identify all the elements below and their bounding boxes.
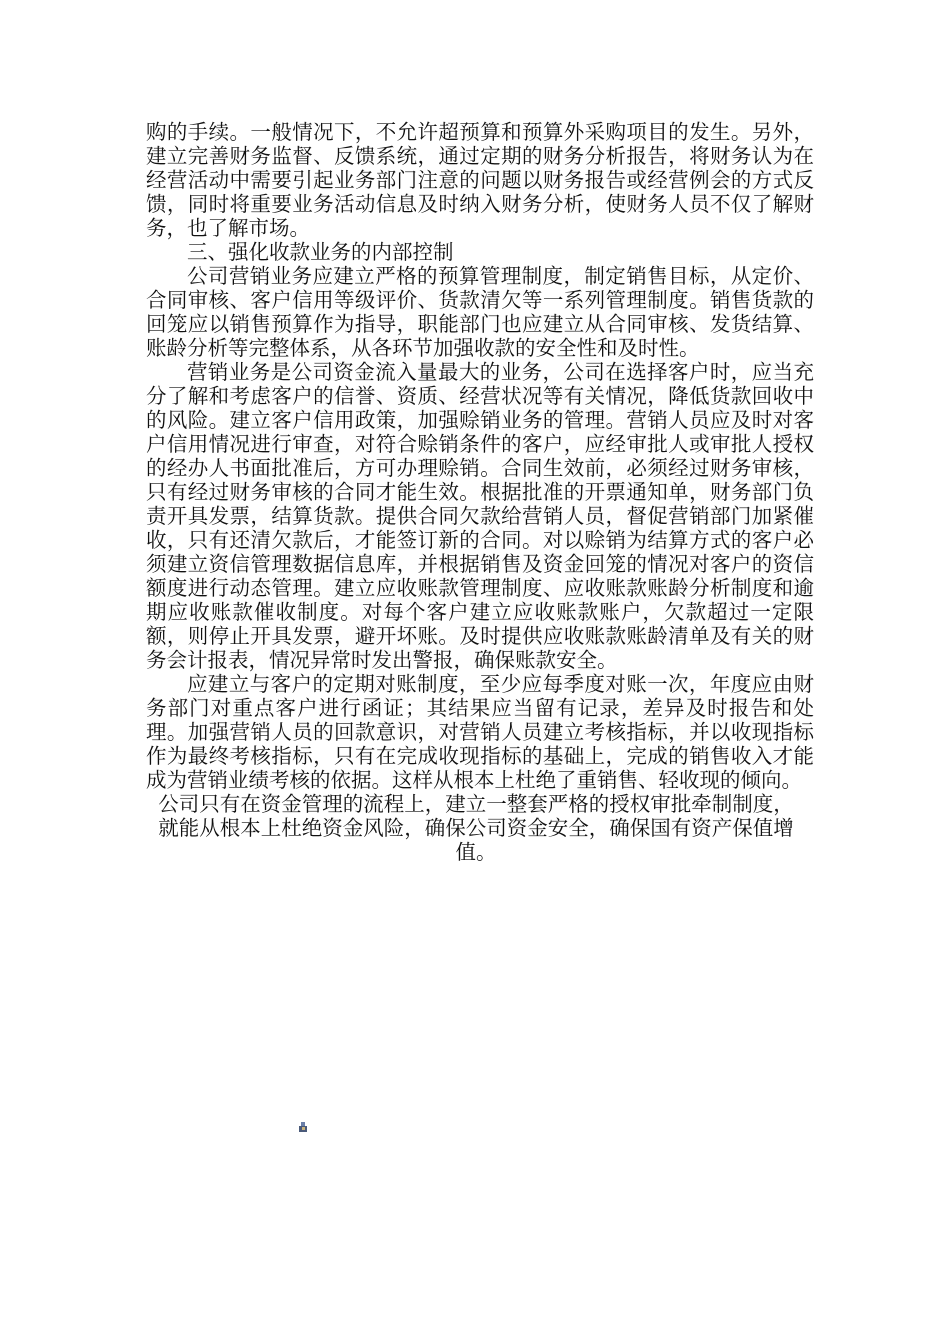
paragraph-budget: 公司营销业务应建立严格的预算管理制度，制定销售目标，从定价、合同审核、客户信用等级评价、货款清欠等一系列管理制度。销售货款的回笼应以销售预算作为指导，职能部门也应建立从合同审核、发货结算、账龄分析等完整体系，从各环节加强收款的安全性和及时性。 [146,264,814,360]
paragraph-reconciliation: 应建立与客户的定期对账制度，至少应每季度对账一次，年度应由财务部门对重点客户进行函证；其结果应当留有记录，差异及时报告和处理。加强营销人员的回款意识，对营销人员建立考核指标，并以收现指标作为最终考核指标，只有在完成收现指标的基础上，完成的销售收入才能成为营销业绩考核的依据。这样从根本上杜绝了重销售、轻收现的倾向。 [146,672,814,792]
small-image-icon [298,1118,308,1130]
paragraph-conclusion: 公司只有在资金管理的流程上，建立一整套严格的授权审批牵制制度，就能从根本上杜绝资金风险，确保公司资金安全，确保国有资产保值增值。 [158,792,794,864]
paragraph-marketing: 营销业务是公司资金流入量最大的业务，公司在选择客户时，应当充分了解和考虑客户的信誉、资质、经营状况等有关情况，降低货款回收中的风险。建立客户信用政策，加强赊销业务的管理。营销人员应及时对客户信用情况进行审查，对符合赊销条件的客户，应经审批人或审批人授权的经办人书面批准后，方可办理赊销。合同生效前，必须经过财务审核，只有经过财务审核的合同才能生效。根据批准的开票通知单，财务部门负责开具发票，结算货款。提供合同欠款给营销人员，督促营销部门加紧催收，只有还清欠款后，才能签订新的合同。对以赊销为结算方式的客户必须建立资信管理数据信息库，并根据销售及资金回笼的情况对客户的资信额度进行动态管理。建立应收账款管理制度、应收账款账龄分析制度和逾期应收账款催收制度。对每个客户建立应收账款账户，欠款超过一定限额，则停止开具发票，避开坏账。及时提供应收账款账龄清单及有关的财务会计报表，情况异常时发出警报，确保账款安全。 [146,360,814,672]
document-page [146,120,814,864]
section-heading: 三、强化收款业务的内部控制 [187,240,454,264]
paragraph-procurement: 购的手续。一般情况下，不允许超预算和预算外采购项目的发生。另外，建立完善财务监督、反馈系统，通过定期的财务分析报告，将财务认为在经营活动中需要引起业务部门注意的问题以财务报告或经营例会的方式反馈，同时将重要业务活动信息及时纳入财务分析，使财务人员不仅了解财务，也了解市场。 [146,120,814,240]
